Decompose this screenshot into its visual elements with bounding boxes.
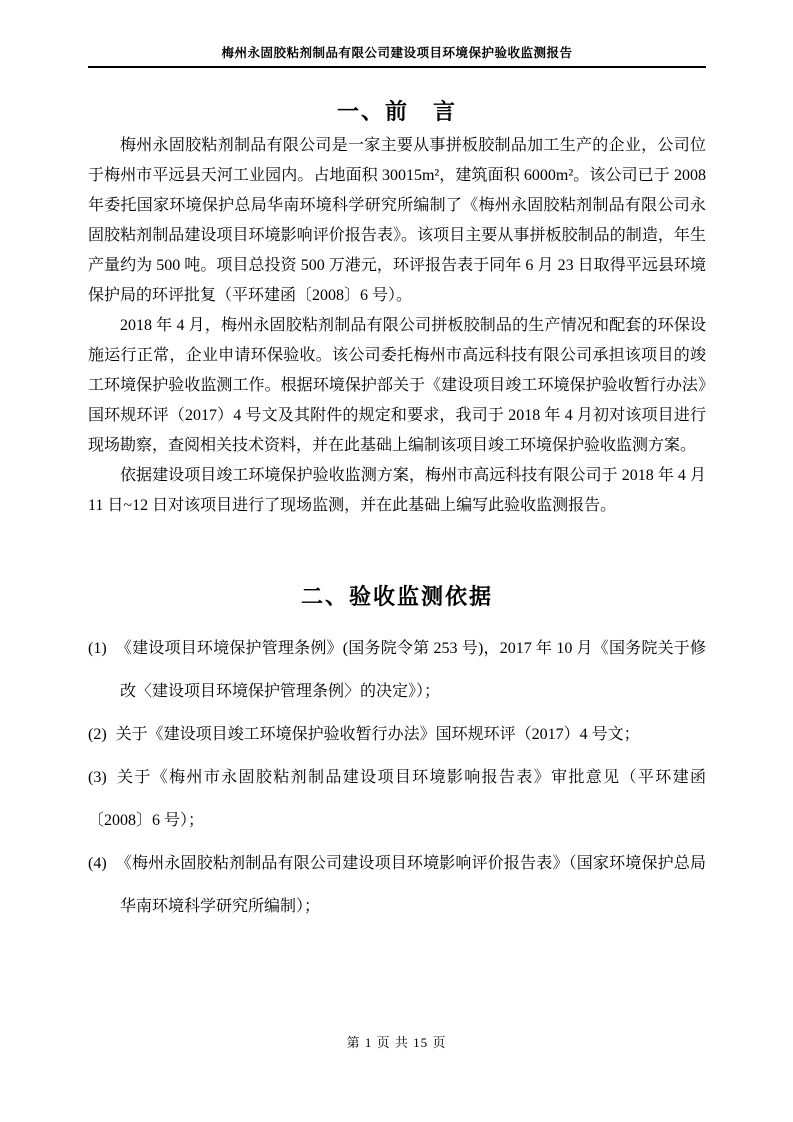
reference-item-1-marker: (1) xyxy=(88,640,107,657)
section1-paragraph-1: 梅州永固胶粘剂制品有限公司是一家主要从事拼板胶制品加工生产的企业，公司位于梅州市平远县天河工业园内。占地面积 30015m²，建筑面积 6000m²。该公司已于 2008 年委托国家环境保护总局华南环境科学研究所编制了《梅州永固胶粘剂制品有限公司永固胶粘剂制品建设项目环境影响评价报告表》。该项目主要从事拼板胶制品的制造，年生产量约为 500 吨。项目总投资 500 万港元，环评报告表于同年 6 月 23 日取得平远县环境保护局的环评批复（平环建函〔2008〕6 号）。 xyxy=(88,137,706,304)
section1-heading: 一、前 言 xyxy=(336,99,457,124)
section1-paragraph-3: 依据建设项目竣工环境保护验收监测方案，梅州市高远科技有限公司于 2018 年 4 月 11 日~12 日对该项目进行了现场监测，并在此基础上编写此验收监测报告。 xyxy=(88,467,706,514)
reference-item-3 xyxy=(88,756,706,842)
reference-item-1 xyxy=(88,627,706,713)
section2-heading: 二、验收监测依据 xyxy=(300,584,493,609)
reference-item-4-text: 《梅州永固胶粘剂制品有限公司建设项目环境影响评价报告表》（国家环境保护总局华南环境科学研究所编制）； xyxy=(115,855,706,915)
reference-item-3-marker: (3) xyxy=(88,769,107,786)
reference-item-4 xyxy=(88,842,706,928)
page-header xyxy=(88,45,706,68)
page-number: 第 1 页 共 15 页 xyxy=(346,1035,447,1050)
reference-item-4-marker: (4) xyxy=(88,855,107,872)
reference-item-3-text: 关于《梅州市永固胶粘剂制品建设项目环境影响报告表》审批意见（平环建函〔2008〕6 号）； xyxy=(88,769,706,829)
reference-item-2-marker: (2) xyxy=(88,726,107,743)
header-title: 梅州永固胶粘剂制品有限公司建设项目环境保护验收监测报告 xyxy=(221,46,573,60)
reference-item-1-text: 《建设项目环境保护管理条例》(国务院令第 253 号)，2017 年 10 月《国务院关于修改〈建设项目环境保护管理条例〉的决定》）； xyxy=(115,640,706,700)
reference-list xyxy=(88,627,706,928)
page-footer xyxy=(0,1032,793,1051)
section1-paragraph-2: 2018 年 4 月，梅州永固胶粘剂制品有限公司拼板胶制品的生产情况和配套的环保设施运行正常，企业申请环保验收。该公司委托梅州市高远科技有限公司承担该项目的竣工环境保护验收监测工作。根据环境保护部关于《建设项目竣工环境保护验收暂行办法》国环规环评（2017）4 号文及其附件的规定和要求，我司于 2018 年 4 月初对该项目进行现场勘察，查阅相关技术资料，并在此基础上编制该项目竣工环境保护验收监测方案。 xyxy=(88,317,706,454)
section1-body xyxy=(88,131,706,521)
reference-item-2 xyxy=(88,713,706,756)
reference-item-2-text: 关于《建设项目竣工环境保护验收暂行办法》国环规环评（2017）4 号文； xyxy=(115,726,640,743)
